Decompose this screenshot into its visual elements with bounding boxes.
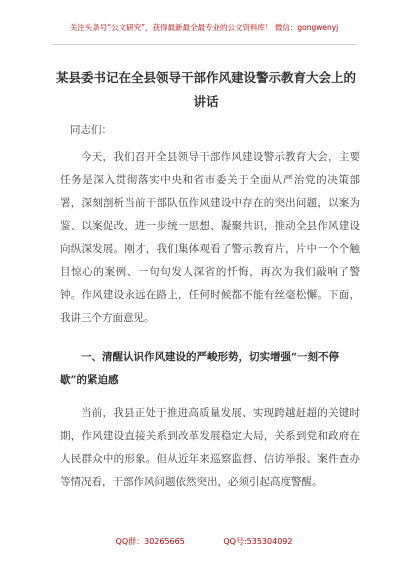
footer-qq-number: QQ号:535304092 bbox=[223, 537, 293, 546]
header-banner: 关注头条号“公文研究”，获得最新最全最专业的公文资料库！ 微信：gongwenyj bbox=[69, 23, 339, 32]
footer-qq-group: QQ群：30265665 bbox=[115, 537, 185, 546]
footer-contact bbox=[0, 536, 408, 547]
section-heading-1: 一、清醒认识作风建设的严峻形势，切实增强“一刻不停歇”的紧迫感 bbox=[60, 351, 340, 386]
header-divider bbox=[52, 44, 357, 45]
document-title: 某县委书记在全县领导干部作风建设警示教育大会上的讲话 bbox=[55, 70, 356, 109]
paragraph-intro: 今天，我们召开全县领导干部作风建设警示教育大会，主要任务是深入贯彻落实中央和省市委关于全面从严治党的决策部署，深刻剖析当前干部队伍作风建设中存在的突出问题，以案为鉴、以案促改，进一步统一思想、凝聚共识，推动全县作风建设向纵深发展。刚才，我们集体观看了警示教育片，片中一个个触目惊心的案例、一句句发人深省的忏悔，再次为我们敲响了警钟。作风建设永远在路上，任何时候都不能有丝毫松懈。下面，我讲三个方面意见。 bbox=[60, 151, 360, 324]
paragraph-section-1: 当前，我县正处于推进高质量发展、实现跨越赶超的关键时期，作风建设直接关系到改革发展稳定大局，关系到党和政府在人民群众中的形象。但从近年来巡察监督、信访举报、案件查办等情况看，干部作风问题依然突出，必须引起高度警醒。 bbox=[60, 407, 360, 488]
salutation: 同志们： bbox=[70, 124, 112, 136]
